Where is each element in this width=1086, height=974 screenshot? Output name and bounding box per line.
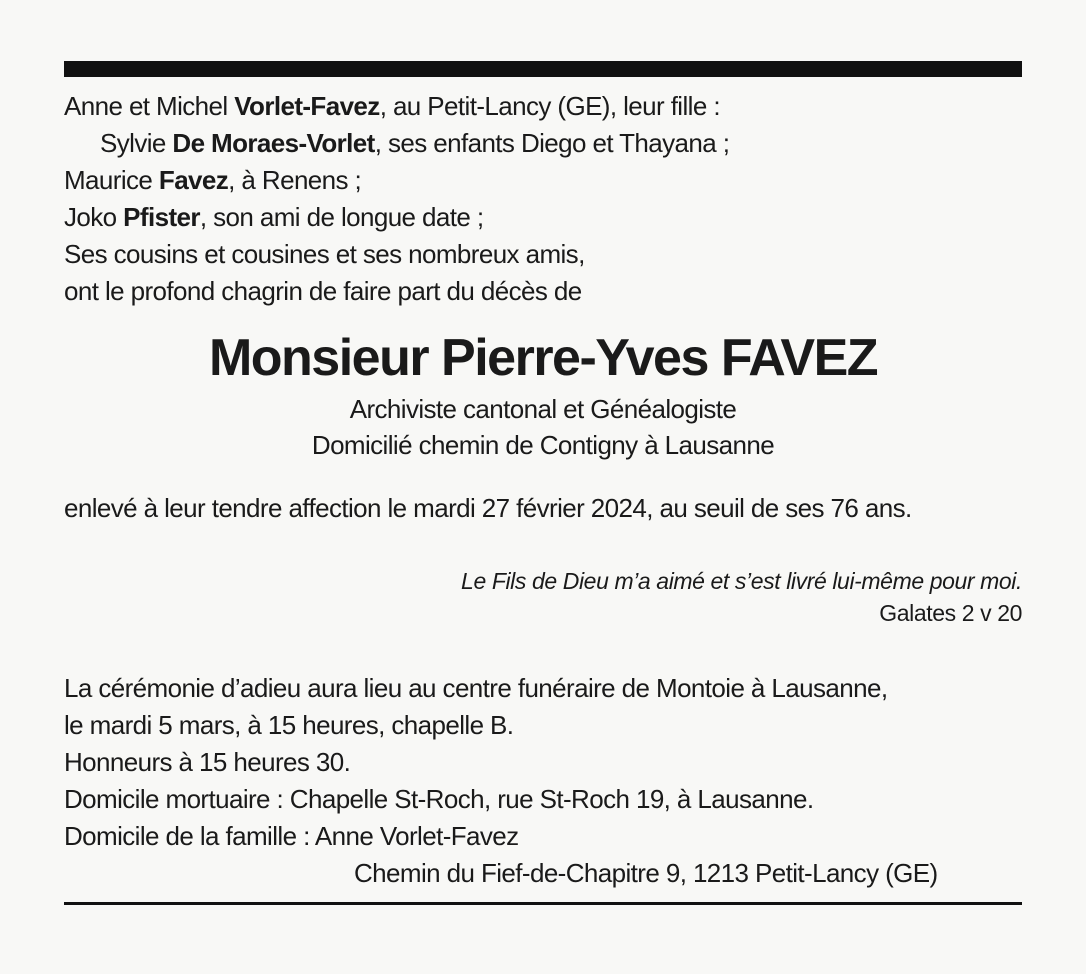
ceremony-line-2: le mardi 5 mars, à 15 heures, chapelle B. xyxy=(64,710,514,740)
family-line-1-pre: Anne et Michel xyxy=(64,91,235,121)
bottom-border-rule xyxy=(64,902,1022,905)
death-notice: enlevé à leur tendre affection le mardi 27 février 2024, au seuil de ses 76 ans. xyxy=(64,493,912,523)
deceased-residence: Domicilié chemin de Contigny à Lausanne xyxy=(311,430,775,460)
bible-reference: Galates 2 v 20 xyxy=(879,600,1022,626)
family-line-4-name: Pfister xyxy=(123,202,200,232)
family-line-4 xyxy=(64,199,484,235)
ceremony-line-1: La cérémonie d’adieu aura lieu au centre funéraire de Montoie à Lausanne, xyxy=(64,673,888,703)
ceremony-line-3: Honneurs à 15 heures 30. xyxy=(64,747,351,777)
bible-quote: Le Fils de Dieu m’a aimé et s’est livré lui-même pour moi. xyxy=(461,568,1022,594)
family-line-3-pre: Maurice xyxy=(64,165,159,195)
family-line-1 xyxy=(64,88,720,124)
family-line-2 xyxy=(100,125,729,161)
deceased-title: Archiviste cantonal et Généalogiste xyxy=(349,394,737,424)
ceremony-line-6: Chemin du Fief-de-Chapitre 9, 1213 Petit-Lancy (GE) xyxy=(354,858,938,888)
family-line-1-name: Vorlet-Favez xyxy=(234,91,380,121)
family-line-4-pre: Joko xyxy=(64,202,124,232)
intro-line-cousins: Ses cousins et cousines et ses nombreux amis, xyxy=(64,239,585,269)
family-line-2-post: , ses enfants Diego et Thayana ; xyxy=(374,128,730,158)
family-line-3-post: , à Renens ; xyxy=(228,165,362,195)
ceremony-line-5: Domicile de la famille : Anne Vorlet-Favez xyxy=(64,821,519,851)
top-border-rule xyxy=(64,61,1022,77)
family-line-4-post: , son ami de longue date ; xyxy=(199,202,484,232)
family-line-1-post: , au Petit-Lancy (GE), leur fille : xyxy=(379,91,720,121)
family-line-3 xyxy=(64,162,361,198)
family-line-2-pre: Sylvie xyxy=(100,128,173,158)
ceremony-line-4: Domicile mortuaire : Chapelle St-Roch, rue St-Roch 19, à Lausanne. xyxy=(64,784,814,814)
deceased-name: Monsieur Pierre-Yves FAVEZ xyxy=(208,329,878,387)
family-line-3-name: Favez xyxy=(158,165,229,195)
family-line-2-name: De Moraes-Vorlet xyxy=(172,128,375,158)
intro-line-announcement: ont le profond chagrin de faire part du décès de xyxy=(64,276,582,306)
